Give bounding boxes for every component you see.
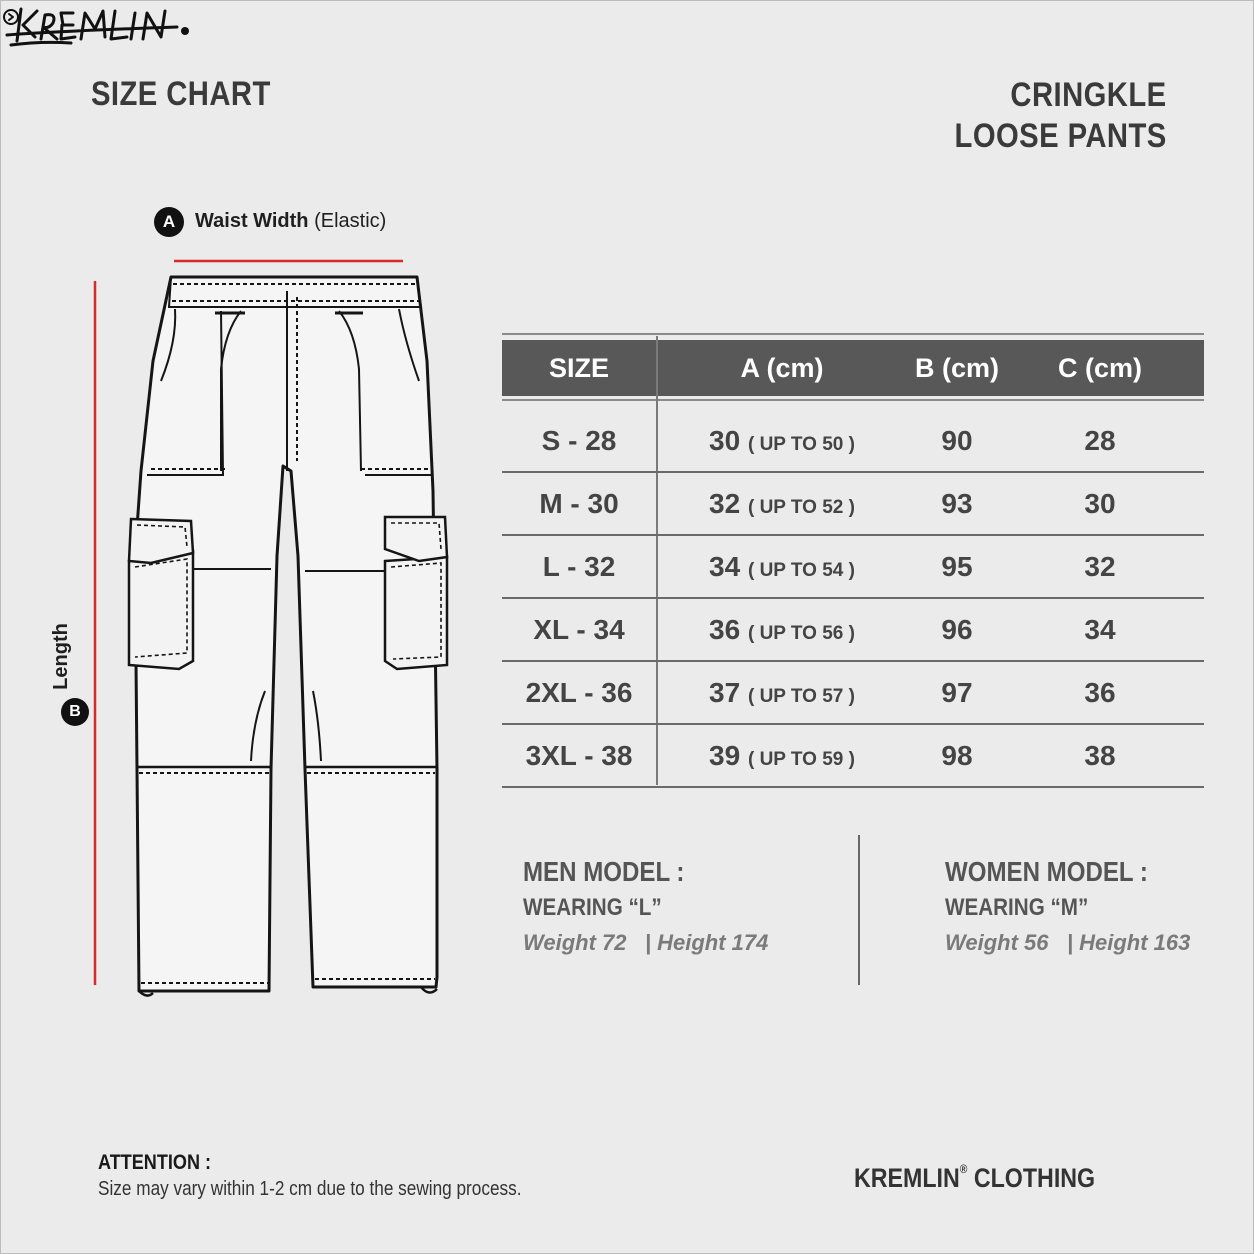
brand-name: KREMLIN® CLOTHING xyxy=(854,1162,1096,1193)
table-row xyxy=(502,535,1204,598)
cell-a: 36 ( UP TO 56 ) xyxy=(709,614,855,645)
brand-logo xyxy=(1,1,1253,58)
cell-c: 34 xyxy=(1084,614,1116,645)
pants-illustration xyxy=(81,251,481,1011)
cell-a: 37 ( UP TO 57 ) xyxy=(709,677,855,708)
measure-a-badge: A xyxy=(154,207,184,237)
registered-mark: ® xyxy=(959,1162,968,1176)
cell-a: 30 ( UP TO 50 ) xyxy=(709,425,855,456)
table-row xyxy=(502,724,1204,787)
header-size: SIZE xyxy=(548,353,609,383)
cell-c: 32 xyxy=(1084,551,1116,582)
cell-a: 39 ( UP TO 59 ) xyxy=(709,740,855,771)
cell-c: 28 xyxy=(1084,425,1116,456)
cell-b: 96 xyxy=(941,614,973,645)
women-model-info xyxy=(945,854,1190,960)
cell-size: XL - 34 xyxy=(533,614,625,645)
measure-a-label: Waist Width (Elastic) xyxy=(195,210,387,232)
page-title: SIZE CHART xyxy=(91,75,271,113)
cell-size: M - 30 xyxy=(539,488,619,519)
measure-a-note: (Elastic) xyxy=(314,210,387,232)
cell-b: 93 xyxy=(941,488,973,519)
table-row xyxy=(502,598,1204,661)
men-model-wearing: WEARING “L” xyxy=(523,894,662,921)
table-top-rule xyxy=(502,333,1204,335)
product-name-line2: LOOSE PANTS xyxy=(954,117,1167,155)
table-row xyxy=(502,661,1204,724)
women-model-stats: Weight 56 | Height 163 xyxy=(945,930,1191,955)
cell-size: S - 28 xyxy=(541,425,617,456)
header-bottom-rule xyxy=(502,399,1204,401)
cell-b: 98 xyxy=(941,740,973,771)
men-model-heading: MEN MODEL : xyxy=(523,856,685,887)
signature-logo-graphic xyxy=(1,1,201,53)
cell-size: 3XL - 38 xyxy=(525,740,633,771)
cell-a: 34 ( UP TO 54 ) xyxy=(709,551,855,582)
attention-heading: ATTENTION : xyxy=(98,1151,212,1174)
measure-b-badge: B xyxy=(61,698,89,726)
header-b: B (cm) xyxy=(914,353,999,383)
women-model-wearing: WEARING “M” xyxy=(945,894,1089,921)
cell-b: 95 xyxy=(941,551,973,582)
attention-note xyxy=(98,1151,590,1201)
cell-c: 30 xyxy=(1084,488,1116,519)
men-model-info xyxy=(523,854,768,960)
table-row xyxy=(502,472,1204,535)
table-header xyxy=(502,340,1204,396)
attention-text: Size may vary within 1-2 cm due to the sewing process. xyxy=(98,1178,522,1200)
cell-size: 2XL - 36 xyxy=(525,677,633,708)
women-model-heading: WOMEN MODEL : xyxy=(945,856,1148,887)
cell-b: 97 xyxy=(941,677,973,708)
table-row xyxy=(502,409,1204,472)
product-name xyxy=(920,75,1167,157)
cell-b: 90 xyxy=(941,425,973,456)
product-name-line1: CRINGKLE xyxy=(1010,76,1167,114)
measure-b-label: Length xyxy=(49,623,72,690)
cell-c: 36 xyxy=(1084,677,1116,708)
cell-c: 38 xyxy=(1084,740,1116,771)
men-model-stats: Weight 72 | Height 174 xyxy=(523,930,769,955)
model-divider xyxy=(858,835,860,985)
header-a: A (cm) xyxy=(740,353,824,383)
cell-a: 32 ( UP TO 52 ) xyxy=(709,488,855,519)
header-c: C (cm) xyxy=(1057,353,1142,383)
cell-size: L - 32 xyxy=(542,551,616,582)
